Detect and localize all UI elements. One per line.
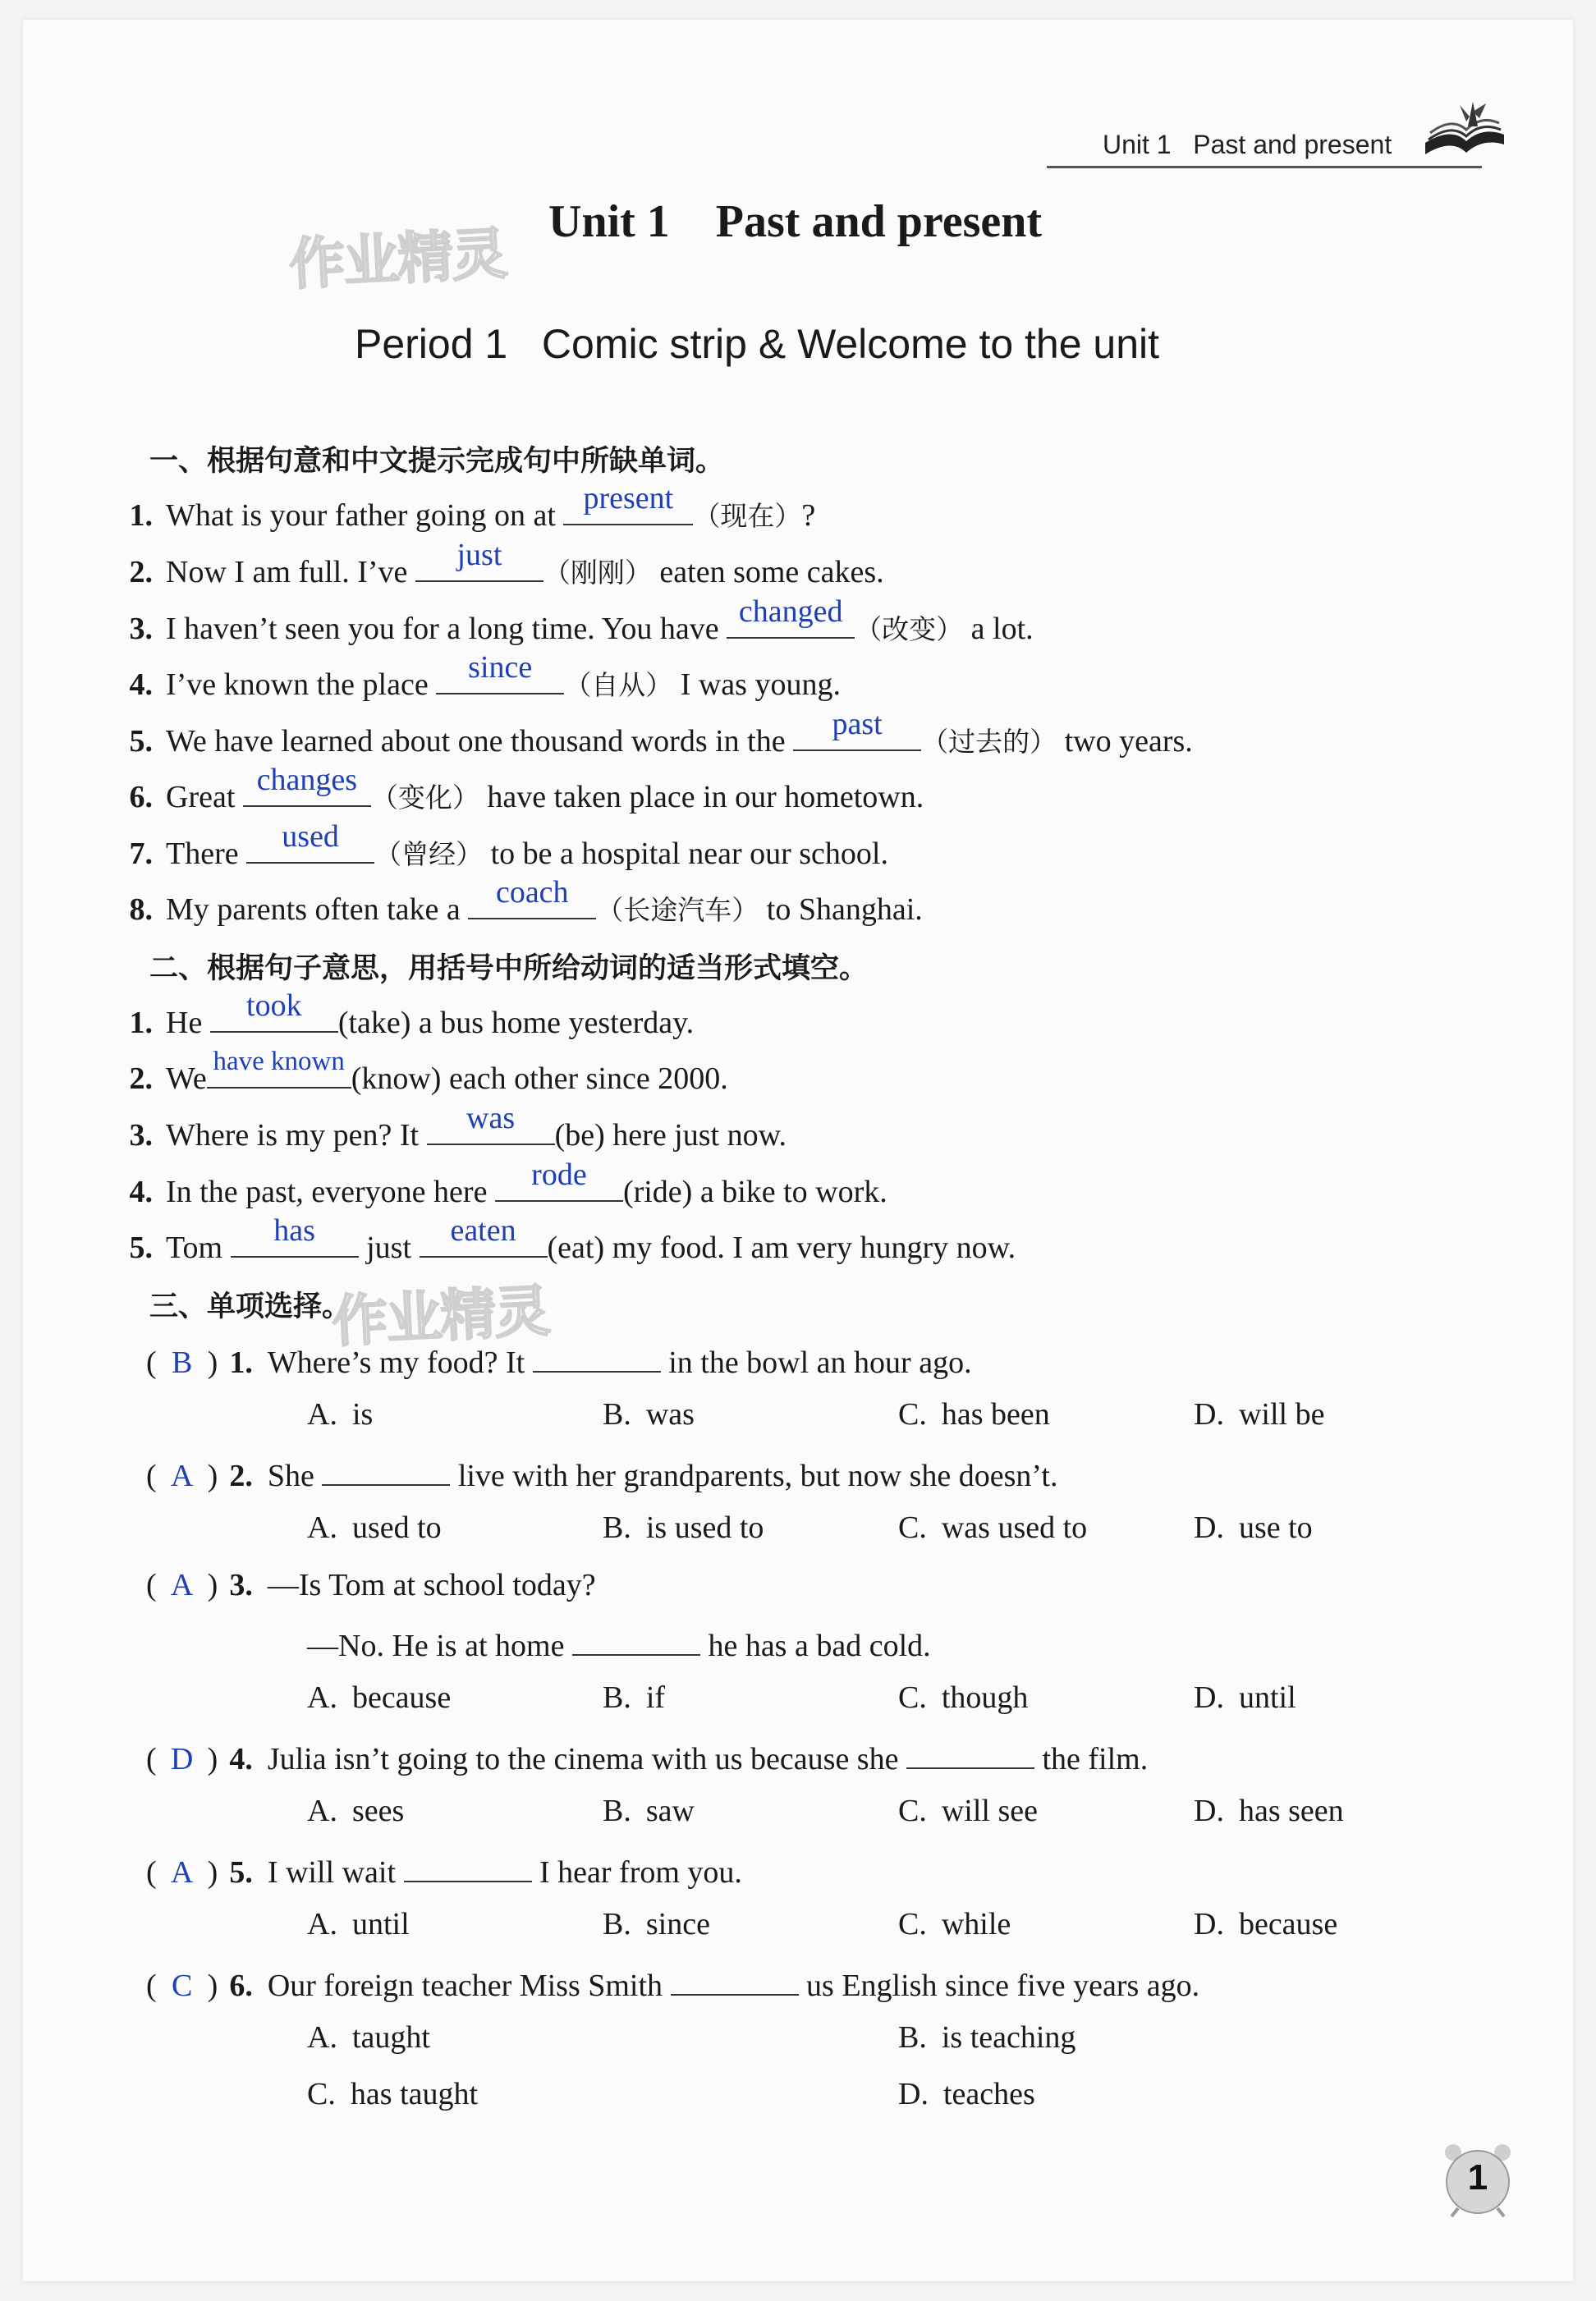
mc-question-4: ( D ) 4. Julia isn’t going to the cinema with us because she the film.	[146, 1736, 1148, 1778]
option-d[interactable]: D. teaches	[898, 2077, 1035, 2111]
mc-question-6: ( C ) 6. Our foreign teacher Miss Smith us English since five years ago.	[146, 1963, 1199, 2005]
answer-blank[interactable]: changed	[727, 606, 855, 639]
choice-answer[interactable]: A	[170, 1855, 194, 1890]
mc-question-3: ( A ) 3. —Is Tom at school today?	[146, 1568, 596, 1602]
s1-item-4: 4. I’ve known the place since （自从） I was young.	[129, 650, 841, 702]
option-c[interactable]: C. though	[898, 1680, 1029, 1715]
watermark-middle: 作业精灵	[330, 1279, 551, 1355]
mc-question-1: ( B ) 1. Where’s my food? It in the bowl an hour ago.	[146, 1340, 972, 1382]
choice-answer[interactable]: A	[170, 1568, 194, 1602]
option-c[interactable]: C. while	[898, 1907, 1011, 1941]
mc-question-3-reply: —No. He is at home he has a bad cold.	[307, 1623, 931, 1665]
unit-title-label: Unit 1	[548, 196, 670, 247]
s1-item-7: 7. There used （曾经） to be a hospital near our school.	[129, 819, 888, 871]
choice-answer[interactable]: B	[171, 1345, 193, 1380]
option-b[interactable]: B. was	[603, 1397, 695, 1432]
s2-item-5: 5. Tom has just eaten (eat) my food. I am very hungry now.	[129, 1213, 1016, 1265]
question-blank	[404, 1850, 532, 1882]
question-blank	[572, 1623, 700, 1656]
question-blank	[322, 1453, 450, 1486]
option-b[interactable]: B. since	[603, 1907, 710, 1941]
s1-item-2: 2. Now I am full. I’ve just （刚刚） eaten some cakes.	[129, 538, 884, 589]
header-unit: Unit 1	[1103, 130, 1172, 159]
option-d[interactable]: D. until	[1194, 1680, 1296, 1715]
s1-item-6: 6. Great changes （变化） have taken place in our hometown.	[129, 763, 924, 814]
header-rule	[1047, 166, 1482, 168]
mc-question-5: ( A ) 5. I will wait I hear from you.	[146, 1850, 742, 1891]
answer-blank[interactable]: coach	[468, 887, 596, 919]
option-c[interactable]: C. has taught	[307, 2077, 478, 2111]
option-b[interactable]: B. if	[603, 1680, 666, 1715]
answer-blank[interactable]: have known	[207, 1056, 351, 1089]
answer-blank[interactable]: present	[563, 493, 693, 525]
option-d[interactable]: D. has seen	[1194, 1794, 1344, 1828]
answer-blank[interactable]: used	[246, 831, 374, 864]
answer-blank[interactable]: took	[210, 1000, 338, 1033]
s1-item-1: 1. What is your father going on at present （现在）?	[129, 481, 816, 533]
open-book-icon	[1419, 94, 1509, 176]
option-a[interactable]: A. sees	[307, 1794, 405, 1828]
unit-title-name: Past and present	[715, 196, 1043, 247]
s2-item-1: 1. He took (take) a bus home yesterday.	[129, 988, 695, 1040]
mc-question-2: ( A ) 2. She live with her grandparents, but now she doesn’t.	[146, 1453, 1057, 1495]
option-a[interactable]: A. until	[307, 1907, 410, 1941]
option-a[interactable]: A. because	[307, 1680, 452, 1715]
s1-item-3: 3. I haven’t seen you for a long time. You have changed （改变） a lot.	[129, 594, 1034, 646]
question-blank	[533, 1340, 661, 1373]
page-number-badge	[1438, 2139, 1517, 2218]
s2-item-2: 2. We have known (know) each other since 2000.	[129, 1047, 728, 1096]
option-c[interactable]: C. has been	[898, 1397, 1050, 1432]
choice-answer[interactable]: C	[171, 1969, 193, 2003]
answer-blank[interactable]: has	[231, 1225, 359, 1258]
answer-blank[interactable]: rode	[495, 1169, 623, 1202]
option-c[interactable]: C. was used to	[898, 1510, 1088, 1545]
option-b[interactable]: B. is teaching	[898, 2020, 1076, 2055]
answer-blank[interactable]: past	[793, 718, 921, 751]
option-c[interactable]: C. will see	[898, 1794, 1038, 1828]
option-a[interactable]: A. taught	[307, 2020, 430, 2055]
page-number: 1	[1467, 2157, 1488, 2198]
section1-heading: 一、根据句意和中文提示完成句中所缺单词。	[149, 445, 725, 478]
choice-answer[interactable]: A	[170, 1459, 194, 1493]
section2-heading: 二、根据句子意思，用括号中所给动词的适当形式填空。	[149, 952, 869, 985]
period-label: Period 1	[355, 321, 508, 367]
period-title	[355, 320, 1159, 368]
period-name: Comic strip & Welcome to the unit	[541, 321, 1160, 367]
answer-blank[interactable]: since	[436, 662, 564, 694]
choice-answer[interactable]: D	[170, 1742, 194, 1776]
option-a[interactable]: A. used to	[307, 1510, 442, 1545]
s2-item-4: 4. In the past, everyone here rode (ride) a bike to work.	[129, 1157, 887, 1209]
answer-blank[interactable]: was	[427, 1112, 555, 1145]
s1-item-8: 8. My parents often take a coach （长途汽车） to Shanghai.	[129, 875, 923, 927]
option-b[interactable]: B. is used to	[603, 1510, 764, 1545]
option-d[interactable]: D. because	[1194, 1907, 1338, 1941]
option-d[interactable]: D. use to	[1194, 1510, 1313, 1545]
answer-blank[interactable]: changes	[243, 774, 371, 807]
option-a[interactable]: A. is	[307, 1397, 374, 1432]
option-b[interactable]: B. saw	[603, 1794, 695, 1828]
question-blank	[906, 1736, 1034, 1769]
running-header	[1103, 130, 1392, 160]
answer-blank-2[interactable]: eaten	[420, 1225, 548, 1258]
question-blank	[671, 1963, 799, 1996]
section3-heading: 三、单项选择。	[149, 1290, 351, 1323]
watermark-top: 作业精灵	[287, 222, 508, 298]
s2-item-3: 3. Where is my pen? It was (be) here just now.	[129, 1101, 787, 1153]
option-d[interactable]: D. will be	[1194, 1397, 1325, 1432]
answer-blank[interactable]: just	[415, 549, 543, 582]
s1-item-5: 5. We have learned about one thousand words in the past （过去的） two years.	[129, 707, 1193, 759]
header-topic: Past and present	[1193, 130, 1392, 159]
unit-title	[548, 195, 1042, 248]
